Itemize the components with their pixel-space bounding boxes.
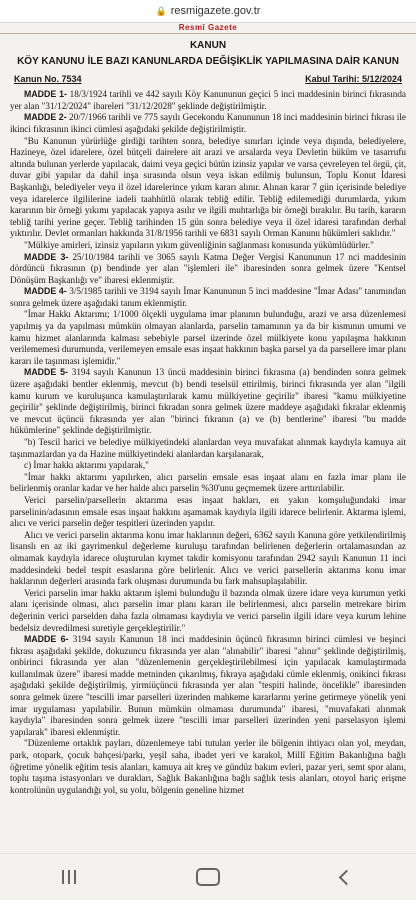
gazette-brand: Resmî Gazete	[178, 23, 238, 32]
paragraph-text: 3194 sayılı Kanunun 13 üncü maddesinin birinci fıkrasına (a) bendinden sonra gelmek üzere aşağıdaki bentler eklenmiş, mevcut (b) bendi teselsül ettirilmiş, birinci fıkrasında yer alan "ilgili kamu kurum ve kuruluşunca kamulaştırılarak kamu mülkiyetine geçirilir" ibaresi "kamu mülkiyetine geçirilir" şeklinde değiştirilmiş, birinci fıkradan sonra gelmek üzere maddeye aşağıdaki fıkralar eklenmiş ve mevcut üçüncü fıkrasında yer alan "birinci fıkranın (a) ve (b) bentlerine" ibaresi "bu madde hükümlerine" şeklinde değiştirilmiştir.	[10, 367, 406, 436]
law-paragraph	[10, 530, 406, 588]
paragraph-text: c) İmar hakkı aktarımı yapılarak,"	[24, 460, 149, 471]
law-type: KANUN	[189, 40, 227, 51]
paragraph-text: Alıcı ve verici parselin aktarıma konu imar haklarının değeri, 6362 sayılı Kanuna göre yetkilendirilmiş lisanslı en az iki gayrimenkul değerleme kuruluşu tarafından belirlenen değerlerin ortalamasından az olmamak kaydıyla idarece oluşturulan kıymet takdir komisyonu tarafından 2942 sayılı Kanunun 11 inci maddesindeki bedel tespit esaslarına göre belirlenir. Alıcı ve verici parsellerin aktarıma konu imar haklarının değerleri arasında fark oluşması durumunda bu fark mahsuplaşılabilir.	[10, 529, 406, 587]
law-paragraph	[10, 367, 406, 437]
recent-apps-button[interactable]	[39, 862, 99, 892]
law-paragraph	[10, 286, 406, 309]
paragraph-text: 18/3/1924 tarihli ve 442 sayılı Köy Kanununun geçici 5 inci maddesinin birinci fıkrasında yer alan "31/12/2024" ibareleri "31/12/2028" şeklinde değiştirilmiştir.	[10, 89, 406, 111]
law-acceptance-date: Kabul Tarihi: 5/12/2024	[305, 73, 402, 84]
law-paragraph	[10, 634, 406, 738]
law-meta	[14, 74, 402, 86]
back-button[interactable]	[317, 862, 377, 892]
paragraph-text: 20/7/1966 tarihli ve 775 sayılı Gecekondu Kanununun 18 inci maddesinin birinci fıkrası ile ikinci fıkrasının ikinci cümlesi aşağıdaki şekilde değiştirilmiştir.	[10, 112, 406, 134]
law-title: KÖY KANUNU İLE BAZI KANUNLARDA DEĞİŞİKLİK YAPILMASINA DAİR KANUN	[17, 55, 399, 67]
android-navigation-bar	[0, 853, 416, 900]
paragraph-text: 25/10/1984 tarihli ve 3065 sayılı Katma Değer Vergisi Kanununun 17 nci maddesinin dördüncü fıkrasının (p) bendinde yer alan "işlemleri ile" ibaresinden sonra gelmek üzere "Kentsel Dönüşüm Başkanlığı ve" ibaresi eklenmiştir.	[10, 251, 406, 285]
paragraph-text: Verici parselin/parsellerin aktarıma esas inşaat hakları, en yakın komşuluğundaki imar parselinin/adasının emsale esas inşaat hakkını aşamamak kaydıyla ilgili idarece belirlenir. Aktarma işlemi, alıcı ve verici parselin değer tespitleri üzerinden yapılır.	[10, 494, 406, 529]
home-button[interactable]	[178, 862, 238, 892]
law-paragraph	[10, 588, 406, 634]
paragraph-text: 3194 sayılı Kanunun 18 inci maddesinin üçüncü fıkrasının birinci cümlesi ve beşinci fıkrası aşağıdaki şekilde, dokuzuncu fıkrasında yer alan "alınabilir" ibaresi "alınır" şeklinde değiştirilmiş, onbirinci fıkrasında yer alan "düzenlemenin gerçekleştirilebilmesi için yapılacak kamulaştırmada kullanılmak üzere" ibaresi madde metninden çıkarılmış, fıkraya aşağıdaki cümle eklenmiş, onikinci fıkrası aşağıdaki şekilde değiştirilmiş, yirmiüçüncü fıkrasında yer alan "tespiti halinde, öncelikle" ibaresinden sonra gelmek üzere "tescilli imar parselleri üzerinden mahkeme kararlarını yerine getirmeye yönelik yeni imar uygulaması yapılabilir. Bunun mümkün olmaması durumunda" ibaresi, "muvafakati alınmak kaydıyla" ibaresinden sonra gelmek üzere "tescilli imar parselleri üzerinden yeni parselasyon işlemi yapılarak" ibaresi eklenmiştir.	[10, 634, 406, 737]
law-paragraph	[10, 738, 406, 796]
law-paragraph	[10, 460, 406, 472]
law-paragraph	[10, 437, 406, 460]
law-body	[10, 89, 406, 796]
law-paragraph	[10, 136, 406, 240]
article-heading: MADDE 3-	[24, 251, 69, 262]
law-paragraph	[10, 240, 406, 252]
law-document	[10, 38, 406, 848]
paragraph-text: 3/5/1985 tarihli ve 3194 sayılı İmar Kanununun 5 inci maddesine "İmar Adası" tanımından sonra gelmek üzere aşağıdaki tanım eklenmiştir.	[10, 286, 406, 308]
law-paragraph	[10, 252, 406, 287]
paragraph-text: "Düzenleme ortaklık payları, düzenlemeye tabi tutulan yerler ile bölgenin ihtiyacı olan yol, meydan, park, otopark, çocuk bahçesi/parkı, yeşil saha, ibadet yeri ve karakol, Millî Eğitim Bakanlığına bağlı öğretime yönelik eğitim tesis alanları, kamuya ait kreş ve gündüz bakım evleri, pazar yeri, semt spor alanı, toplu taşıma istasyonları ve durakları, Sağlık Bakanlığına bağlı sağlık tesis alanları, otoyol hariç erişme kontrolünün uygulandığı yol, su yolu, bölgenin geneline hizmet	[10, 738, 406, 795]
address-bar[interactable]	[0, 0, 416, 23]
paragraph-text: "Bu Kanunun yürürlüğe girdiği tarihten sonra, belediye sınırları içinde veya dışında, belediyelere, Hazineye, özel idarelere, özel bütçeli dairelere ait arazi ve arsalarda veya Devletin hüküm ve tasarrufu altında bulunan yerlerde yapılacak, daimi veya geçici bütün izinsiz yapılar ve varsa çevreleyen tel örgü, çit, duvar gibi yapılar da dahil inşa sırasında olsun veya iskan edilmiş bulunsun, Toplu Konut İdaresi Başkanlığı, belediyeler veya il özel idarelerince yıkım kararı alınır. Alınan karar 7 gün içerisinde belediye veya idarelerce ilgililerine iadeli taahhütlü olarak tebliğ edilir. Tebliğ edilemediği durumlarda, yıkım kararının bir örneği yıkımı yapılacak yapıya asılır ve ilgili muhtarlığa bir örneği bırakılır. Bu tarih, kararın tebliğ tarihi yerine geçer. Tebliğ tarihinden 15 gün sonra belediye veya il özel idaresi tarafından derhal yıktırılır. Devlet ormanları hakkında 31/8/1956 tarihli ve 6831 sayılı Orman Kanunu hükümleri saklıdır."	[10, 135, 406, 239]
gazette-header	[0, 22, 416, 34]
article-heading: MADDE 6-	[24, 634, 69, 645]
address-url: resmigazete.gov.tr	[170, 5, 261, 17]
law-number: Kanun No. 7534	[14, 73, 82, 84]
law-paragraph	[10, 495, 406, 530]
article-heading: MADDE 2-	[24, 112, 67, 123]
back-icon	[339, 869, 355, 885]
paragraph-text: "b) Tescil harici ve belediye mülkiyetindeki alanlardan veya muvafakat alınmak kaydıyla kamuya ait taşınmazlardan ya da Hazine mülkiyetindeki alanlardan karşılanarak,	[10, 437, 406, 459]
article-heading: MADDE 5-	[24, 367, 68, 378]
paragraph-text: "İmar hakkı aktarımı yapılırken, alıcı parselin emsale esas inşaat alanı en fazla imar planı ile belirlenmiş oranlar kadar ve her halde alıcı parselin %30'unu geçmemek üzere arttırılabilir.	[10, 471, 406, 494]
law-paragraph	[10, 89, 406, 112]
recent-apps-icon	[62, 870, 76, 884]
article-heading: MADDE 4-	[24, 286, 67, 297]
paragraph-text: Verici parselin imar hakkı aktarım işlemi bulunduğu il bazında olmak üzere idare veya kurumun yetki alanı içerisinde olması, alıcı parselin imar planı kararı ile belirlenmesi, alıcı parselin metrekare birim değerinin verici parselden daha fazla olmaması kaydıyla ve verici parselin ilgili idare veya kurum lehine bedelsiz devredilmesi suretiyle gerçekleştirilir."	[10, 587, 406, 633]
law-paragraph	[10, 309, 406, 367]
home-icon	[196, 868, 220, 886]
law-paragraph	[10, 112, 406, 135]
article-heading: MADDE 1-	[24, 89, 67, 100]
paragraph-text: "Mülkiye amirleri, izinsiz yapıların yıkım güvenliğinin sağlanması konusunda yükümlüdürler."	[24, 239, 374, 250]
lock-icon: 🔒	[155, 5, 167, 16]
paragraph-text: "İmar Hakkı Aktarımı; 1/1000 ölçekli uygulama imar planının bulunduğu, arazi ve arsa düzenlemesi yapılmış ya da yapılması mümkün olmayan alanlarda, parselin tamamının ya da bir kısmının umumi ve kamu hizmet alanlarında kalması sebebiyle parsel üzerinde özel mülkiyete konu yapılaşma hakkının verilememesi durumunda, verilemeyen emsale esas inşaat hakkının başka parsel ya da parsellere imar planı kararı ile taşınması işlemidir."	[10, 309, 406, 366]
law-paragraph	[10, 472, 406, 495]
